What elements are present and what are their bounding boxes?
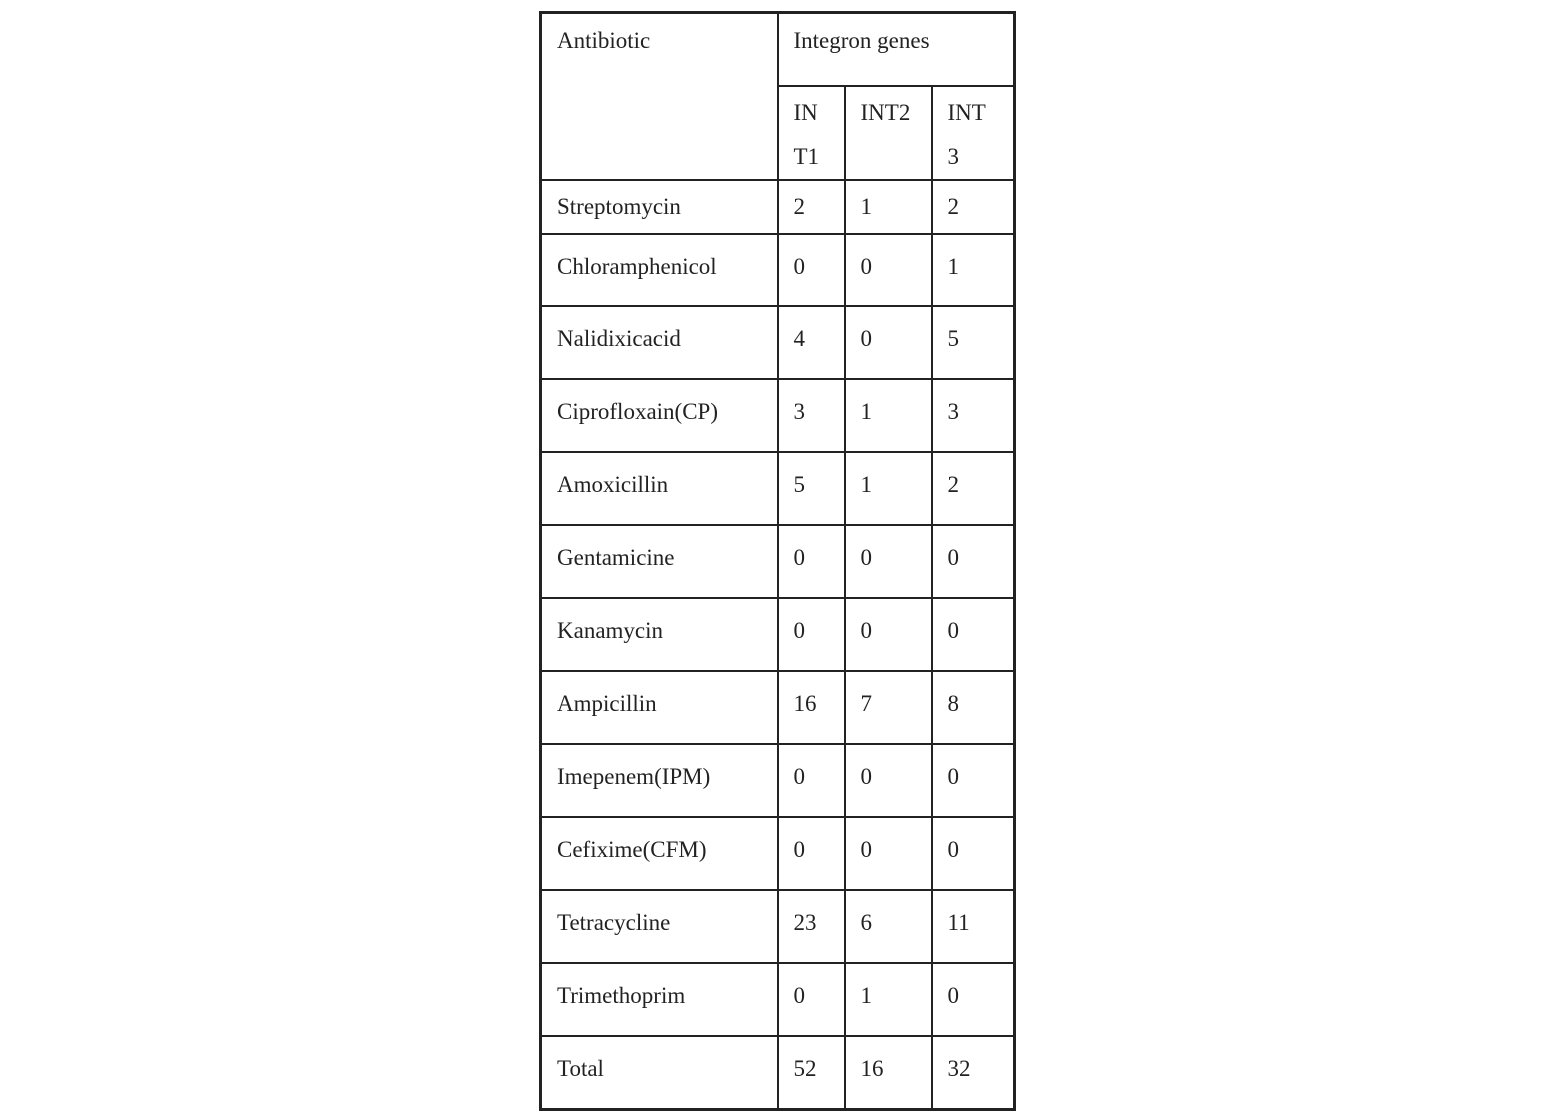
cell-int1: 16 — [778, 671, 845, 744]
cell-int2: 1 — [845, 180, 932, 234]
cell-int2: 0 — [845, 817, 932, 890]
cell-int3: 32 — [932, 1036, 1015, 1110]
cell-int1: 23 — [778, 890, 845, 963]
table-row — [541, 744, 1015, 817]
cell-antibiotic: Trimethoprim — [541, 963, 778, 1036]
cell-int1: 5 — [778, 452, 845, 525]
cell-int1: 0 — [778, 744, 845, 817]
cell-antibiotic: Kanamycin — [541, 598, 778, 671]
table-row — [541, 598, 1015, 671]
cell-int1: 2 — [778, 180, 845, 234]
cell-int1: 0 — [778, 525, 845, 598]
header-antibiotic: Antibiotic — [541, 13, 778, 180]
cell-int3: 0 — [932, 963, 1015, 1036]
cell-antibiotic: Tetracycline — [541, 890, 778, 963]
cell-int1: 52 — [778, 1036, 845, 1110]
cell-int3: 11 — [932, 890, 1015, 963]
header-integron-genes: Integron genes — [778, 13, 1015, 86]
cell-antibiotic: Total — [541, 1036, 778, 1110]
table-row — [541, 306, 1015, 379]
cell-antibiotic: Ciprofloxain(CP) — [541, 379, 778, 452]
table-row — [541, 817, 1015, 890]
cell-antibiotic: Nalidixicacid — [541, 306, 778, 379]
cell-int2: 16 — [845, 1036, 932, 1110]
table-row — [541, 180, 1015, 234]
table-row — [541, 452, 1015, 525]
table-row-total — [541, 1036, 1015, 1110]
table-row — [541, 963, 1015, 1036]
cell-antibiotic: Chloramphenicol — [541, 234, 778, 306]
cell-int3: 2 — [932, 180, 1015, 234]
cell-antibiotic: Imepenem(IPM) — [541, 744, 778, 817]
cell-antibiotic: Cefixime(CFM) — [541, 817, 778, 890]
cell-int2: 0 — [845, 525, 932, 598]
cell-int3: 0 — [932, 598, 1015, 671]
cell-int3: 8 — [932, 671, 1015, 744]
cell-int2: 1 — [845, 452, 932, 525]
cell-int3: 0 — [932, 744, 1015, 817]
cell-int1: 0 — [778, 817, 845, 890]
header-int1-line1: IN — [793, 99, 818, 125]
header-row-group — [541, 13, 1015, 86]
cell-int2: 0 — [845, 234, 932, 306]
cell-int2: 6 — [845, 890, 932, 963]
cell-int1: 0 — [778, 963, 845, 1036]
cell-int2: 1 — [845, 963, 932, 1036]
header-int1-line2: T1 — [793, 143, 820, 169]
cell-int1: 3 — [778, 379, 845, 452]
cell-int1: 0 — [778, 598, 845, 671]
cell-int2: 0 — [845, 306, 932, 379]
header-int3-line1: INT — [947, 99, 986, 125]
cell-int2: 1 — [845, 379, 932, 452]
table-row — [541, 379, 1015, 452]
cell-int1: 0 — [778, 234, 845, 306]
table-row — [541, 671, 1015, 744]
cell-int3: 2 — [932, 452, 1015, 525]
header-int2: INT2 — [845, 86, 932, 180]
cell-int3: 3 — [932, 379, 1015, 452]
header-int3 — [932, 86, 1015, 180]
cell-int3: 5 — [932, 306, 1015, 379]
cell-int1: 4 — [778, 306, 845, 379]
table-row — [541, 525, 1015, 598]
header-int3-line2: 3 — [947, 143, 959, 169]
cell-int2: 0 — [845, 744, 932, 817]
cell-int2: 0 — [845, 598, 932, 671]
cell-int3: 0 — [932, 525, 1015, 598]
cell-antibiotic: Ampicillin — [541, 671, 778, 744]
cell-int2: 7 — [845, 671, 932, 744]
table-row — [541, 890, 1015, 963]
cell-int3: 1 — [932, 234, 1015, 306]
cell-int3: 0 — [932, 817, 1015, 890]
cell-antibiotic: Gentamicine — [541, 525, 778, 598]
cell-antibiotic: Amoxicillin — [541, 452, 778, 525]
header-int1 — [778, 86, 845, 180]
table-row — [541, 234, 1015, 306]
integron-antibiotic-table — [539, 11, 1016, 1111]
cell-antibiotic: Streptomycin — [541, 180, 778, 234]
